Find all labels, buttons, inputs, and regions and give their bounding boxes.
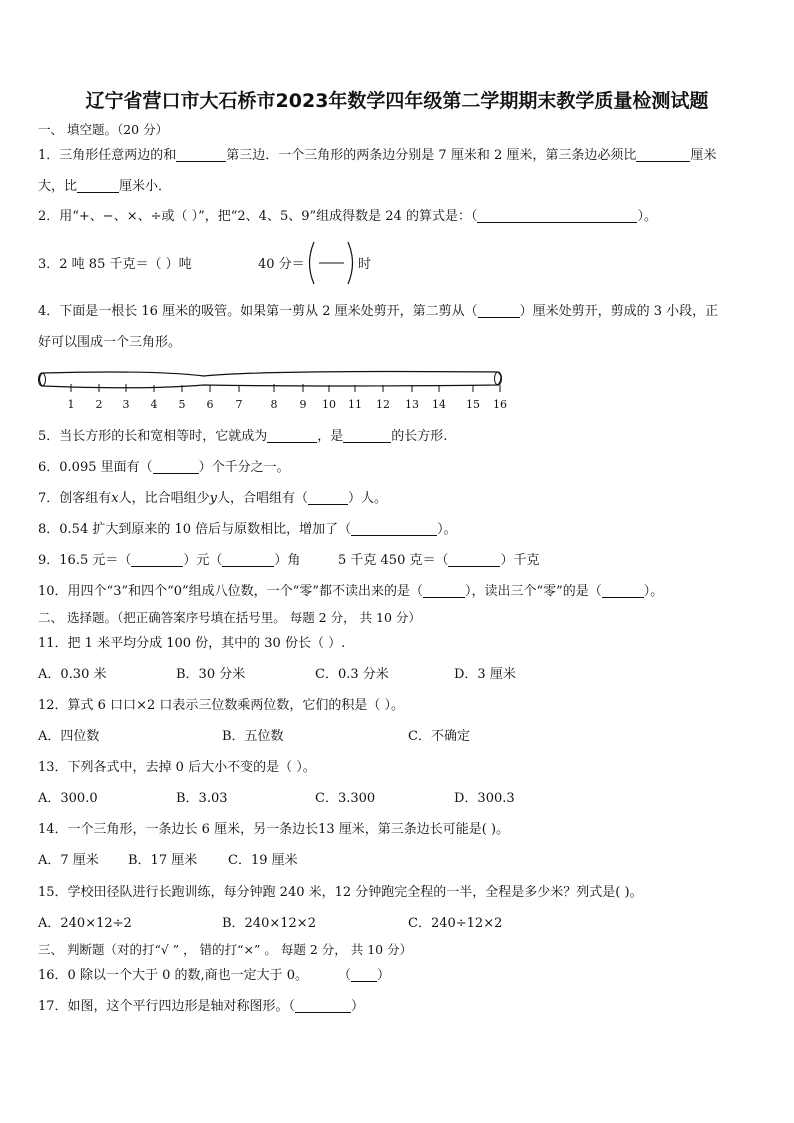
q10-text-c: ）。 [643,584,664,599]
q9-text-b: ）元（ [183,553,223,568]
section-heading-fill-in: 一、 填空题。（20 分） [38,122,169,137]
answer-blank[interactable] [308,490,348,505]
q17-text-a: 17．如图，这个平行四边形是轴对称图形。（ [38,999,296,1014]
q1-text-d: 大，比 [38,179,78,194]
ruler-tick-label: 1 [67,398,75,411]
q16-close-paren: ） [377,968,391,983]
question-14: 14．一个三角形，一条边长 6 厘米，另一条边长13 厘米，第三条边长可能是( )。 [38,822,510,837]
question-13: 13．下列各式中，去掉 0 后大小不变的是（ ）。 [38,760,316,775]
question-3-part-2 [258,256,305,274]
fraction-paren[interactable] [304,240,358,290]
answer-blank[interactable] [295,998,351,1013]
answer-blank[interactable] [351,967,377,982]
q13-option-a[interactable]: A．300.0 [38,791,98,806]
q8-text-b: ）。 [437,522,457,537]
q4-text-c: 好可以围成一个三角形。 [38,335,182,350]
q15-option-b[interactable]: B．240×12×2 [222,916,316,931]
question-16 [38,967,390,985]
page-title: 辽宁省营口市大石桥市2023年数学四年级第二学期期末教学质量检测试题 [85,90,709,112]
q14-option-a[interactable]: A．7 厘米 [38,853,99,868]
q5-text-b: ，是 [317,429,344,444]
q9-text-c: ）角 [274,553,301,568]
answer-blank[interactable] [176,147,226,162]
ruler-tick-label: 3 [122,398,130,411]
q7-text-c: 人，合唱组有（ [217,491,309,506]
q11-option-b[interactable]: B．30 分米 [176,667,246,682]
question-17 [38,998,364,1016]
q6-text-b: ）个千分之一。 [198,460,290,475]
q4-text-a: 4．下面是一根长 16 厘米的吸管。如果第一剪从 2 厘米处剪开，第二剪从（ [38,304,478,319]
q15-option-c[interactable]: C．240÷12×2 [408,916,503,931]
q13-option-b[interactable]: B．3.03 [176,791,228,806]
ruler-tick-label: 4 [150,398,158,411]
q10-text-b: ），读出三个“零”的是（ [464,584,602,599]
ruler-tick-label: 7 [235,398,243,411]
q14-option-c[interactable]: C．19 厘米 [228,853,298,868]
q9-text-a: 9．16.5 元＝（ [38,553,132,568]
q1-text-c: 厘米 [690,148,717,163]
question-2 [38,208,657,226]
q7-text-b: 人，比合唱组少 [118,491,210,506]
q14-option-b[interactable]: B．17 厘米 [128,853,198,868]
q8-text-a: 8．0.54 扩大到原来的 10 倍后与原数相比，增加了（ [38,522,352,537]
question-9 [38,552,300,570]
q16-text-a: 16．0 除以一个大于 0 的数,商也一定大于 0。 [38,968,309,983]
q6-text-a: 6．0.095 里面有（ [38,460,153,475]
q3-text-b: 40 分＝ [258,257,305,272]
answer-blank[interactable] [351,521,437,536]
q11-option-a[interactable]: A．0.30 米 [38,667,107,682]
section-heading-multiple-choice: 二、 选择题。（把正确答案序号填在括号里。 每题 2 分， 共 10 分） [38,610,421,625]
answer-blank[interactable] [267,428,317,443]
answer-blank[interactable] [477,208,637,223]
q3-text-a: 3．2 吨 85 千克＝（ ）吨 [38,257,192,272]
answer-blank[interactable] [77,178,119,193]
q5-text-c: 的长方形. [391,429,448,444]
answer-blank[interactable] [448,552,500,567]
question-11: 11．把 1 米平均分成 100 份，其中的 30 份长（ ）. [38,636,346,651]
variable-y: y [209,491,217,506]
q13-option-d[interactable]: D．300.3 [454,791,515,806]
q2-text-a: 2．用“+、−、×、÷或（ ）”，把“2、4、5、9”组成得数是 24 的算式是：（ [38,209,478,224]
q13-option-c[interactable]: C．3.300 [315,791,376,806]
straw-outline [40,372,502,388]
q11-option-c[interactable]: C．0.3 分米 [315,667,389,682]
question-15: 15．学校田径队进行长跑训练，每分钟跑 240 米，12 分钟跑完全程的一半，全程是多少米？列式是( )。 [38,885,643,900]
question-3 [38,256,192,274]
question-10 [38,583,663,601]
question-8 [38,521,457,539]
answer-blank[interactable] [222,552,274,567]
question-1-line-2 [38,178,171,196]
question-5 [38,428,447,446]
section-heading-true-false: 三、 判断题（对的打“√ ” ， 错的打“×” 。 每题 2 分， 共 10 分） [38,942,413,957]
straw-figure [34,366,514,418]
answer-blank[interactable] [343,428,391,443]
question-7 [38,490,387,508]
ruler-tick-label: 12 [376,398,390,411]
q16-open-paren: （ [338,968,352,983]
q1-text-b: 第三边．一个三角形的两条边分别是 7 厘米和 2 厘米，第三条边必须比 [226,148,637,163]
question-12: 12．算式 6 口口×2 口表示三位数乘两位数，它们的积是（ ）。 [38,698,405,713]
q1-text-a: 1．三角形任意两边的和 [38,148,177,163]
question-3-unit [358,256,371,274]
answer-blank[interactable] [478,303,520,318]
q12-option-a[interactable]: A．四位数 [38,729,100,744]
q1-text-e: 厘米小． [119,179,172,194]
answer-blank[interactable] [602,583,644,598]
answer-blank[interactable] [153,459,199,474]
straw-ruler [34,366,514,414]
q17-text-b: ） [351,999,365,1014]
q3-text-c: 时 [358,257,372,272]
q12-option-c[interactable]: C．不确定 [408,729,470,744]
answer-blank[interactable] [131,552,183,567]
ruler-tick-label: 5 [178,398,186,411]
answer-blank[interactable] [423,583,465,598]
q12-option-b[interactable]: B．五位数 [222,729,284,744]
q5-text-a: 5．当长方形的长和宽相等时，它就成为 [38,429,268,444]
question-6 [38,459,290,477]
q11-option-d[interactable]: D．3 厘米 [454,667,516,682]
ruler-tick-label: 6 [206,398,214,411]
question-4-line-2 [38,334,181,352]
fraction-paren-graphic [304,240,358,286]
ruler-tick-label: 8 [270,398,278,411]
ruler-tick-label: 2 [95,398,103,411]
q4-text-b: ）厘米处剪开，剪成的 3 小段，正 [519,304,719,319]
ruler-tick-label: 14 [432,398,446,411]
q7-text-a: 7．创客组有 [38,491,112,506]
question-4-line-1 [38,303,718,321]
ruler-tick-label: 16 [493,398,507,411]
q9-text-d: 5 千克 450 克＝（ [338,553,449,568]
ruler-tick-label: 13 [405,398,419,411]
ruler-tick-label: 15 [466,398,480,411]
q15-option-a[interactable]: A．240×12÷2 [38,916,132,931]
ruler-tick-label: 11 [348,398,362,411]
question-1-line-1 [38,147,716,165]
question-9-part-2 [338,552,540,570]
q2-text-b: ）。 [637,209,657,224]
q10-text-a: 10．用四个“3”和四个“0”组成八位数，一个“零”都不读出来的是（ [38,584,423,599]
answer-blank[interactable] [636,147,690,162]
variable-x: x [111,491,119,506]
ruler-tick-label: 9 [299,398,307,411]
q9-text-e: ）千克 [500,553,540,568]
ruler-tick-label: 10 [322,398,336,411]
q7-text-d: ）人。 [348,491,388,506]
